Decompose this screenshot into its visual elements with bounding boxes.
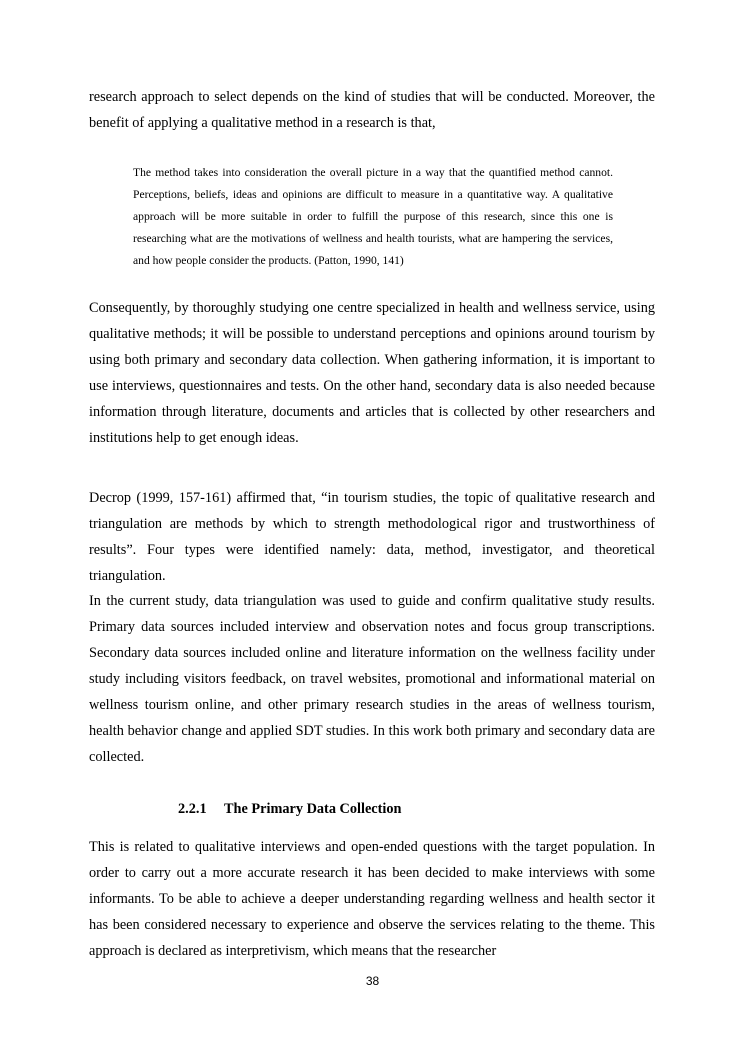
section-number: 2.2.1 — [178, 801, 207, 817]
paragraph-decrop: Decrop (1999, 157-161) affirmed that, “in tourism studies, the topic of qualitative research and triangulation are methods by which to strength methodological rigor and trustworthiness of results”. Four types were identified namely: data, method, investigator, and theoretical triangulation. — [89, 490, 655, 584]
section-heading — [178, 799, 401, 819]
paragraph-current-study: In the current study, data triangulation was used to guide and confirm qualitative study results. Primary data sources included interview and observation notes and focus group transcriptions. Secondary data sources included online and literature information on the wellness facility under study including visitors feedback, on travel websites, promotional and informational material on wellness tourism online, and other primary research studies in the areas of wellness tourism, health behavior change and applied SDT studies. In this work both primary and secondary data are collected. — [89, 593, 655, 765]
page-number: 38 — [365, 974, 380, 988]
paragraph-research-approach: research approach to select depends on the kind of studies that will be conducted. Moreover, the benefit of applying a qualitative method in a research is that, — [89, 89, 655, 131]
paragraph-consequently: Consequently, by thoroughly studying one centre specialized in health and wellness service, using qualitative methods; it will be possible to understand perceptions and opinions around tourism by using both primary and secondary data collection. When gathering information, it is important to use interviews, questionnaires and tests. On the other hand, secondary data is also needed because information through literature, documents and articles that is collected by other researchers and institutions help to get enough ideas. — [89, 300, 655, 446]
paragraph-primary-data: This is related to qualitative interviews and open-ended questions with the target population. In order to carry out a more accurate research it has been decided to make interviews with some informants. To be able to achieve a deeper understanding regarding wellness and health sector it has been considered necessary to experience and observe the services relating to the theme. This approach is declared as interpretivism, which means that the researcher — [89, 839, 655, 959]
section-title: The Primary Data Collection — [224, 801, 402, 817]
block-quote-patton: The method takes into consideration the overall picture in a way that the quantified method cannot. Perceptions, beliefs, ideas and opinions are difficult to measure in a quantitative way. A qualitative approach will be more suitable in order to fulfill the purpose of this research, since this one is researching what are the motivations of wellness and health tourists, what are hampering the services, and how people consider the products. (Patton, 1990, 141) — [133, 166, 613, 267]
